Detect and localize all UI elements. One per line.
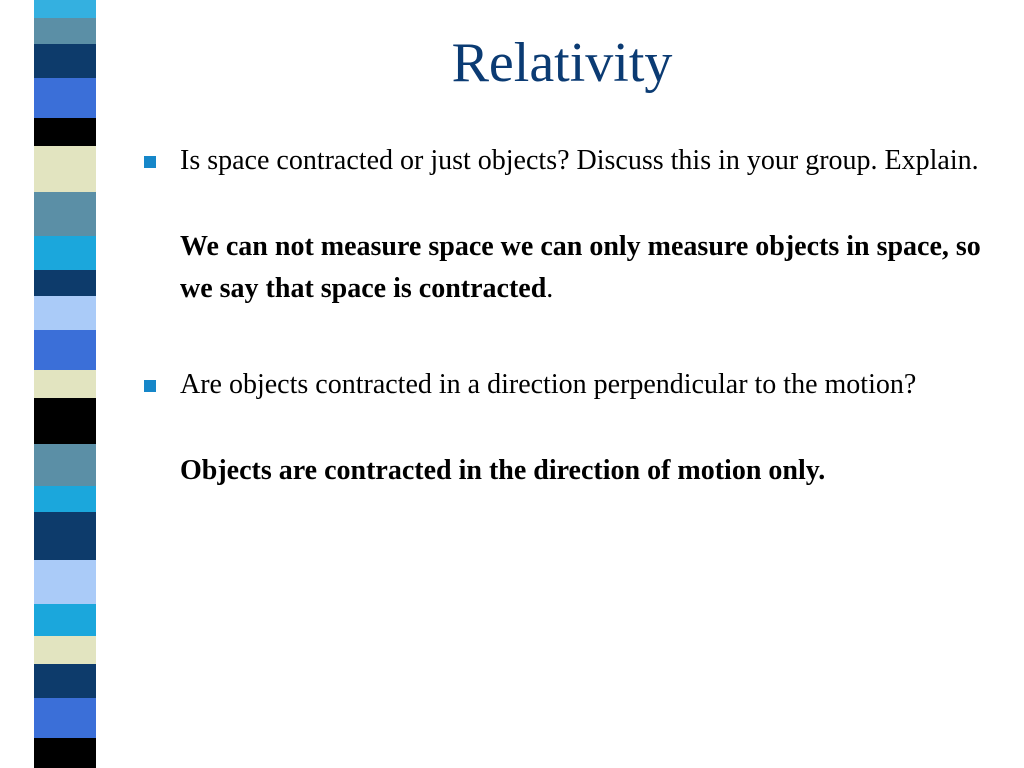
- answer-text: We can not measure space we can only measure objects in space, so we say that space is contracted: [180, 231, 981, 304]
- slide-title: Relativity: [451, 32, 673, 94]
- stripe-block: [34, 78, 96, 118]
- stripe-block: [34, 18, 96, 44]
- stripe-block: [34, 738, 96, 768]
- bullet-item: [140, 140, 1000, 182]
- stripe-block: [34, 118, 96, 146]
- stripe-block: [34, 370, 96, 398]
- stripe-block: [34, 192, 96, 236]
- bullet-question: Are objects contracted in a direction perpendicular to the motion?: [180, 369, 917, 400]
- stripe-block: [34, 330, 96, 370]
- bullet-item: [140, 364, 1000, 406]
- stripe-block: [34, 236, 96, 270]
- stripe-block: [34, 636, 96, 664]
- stripe-block: [34, 146, 96, 192]
- answer-text: Objects are contracted in the direction of motion only.: [180, 455, 826, 486]
- stripe-block: [34, 44, 96, 78]
- stripe-block: [34, 698, 96, 738]
- bullet-answer: [140, 226, 1000, 310]
- stripe-block: [34, 560, 96, 604]
- stripe-block: [34, 398, 96, 444]
- square-bullet-icon: [144, 156, 156, 168]
- stripe-block: [34, 270, 96, 296]
- stripe-block: [34, 444, 96, 486]
- bullet-answer: [140, 450, 1000, 492]
- stripe-block: [34, 664, 96, 698]
- bullet-question: Is space contracted or just objects? Discuss this in your group. Explain.: [180, 145, 979, 176]
- decorative-stripe: [34, 0, 96, 768]
- stripe-block: [34, 512, 96, 560]
- stripe-block: [34, 604, 96, 636]
- answer-suffix: .: [546, 273, 554, 304]
- square-bullet-icon: [144, 380, 156, 392]
- stripe-block: [34, 296, 96, 330]
- slide-content: [140, 140, 1000, 492]
- stripe-block: [34, 486, 96, 512]
- stripe-block: [34, 0, 96, 18]
